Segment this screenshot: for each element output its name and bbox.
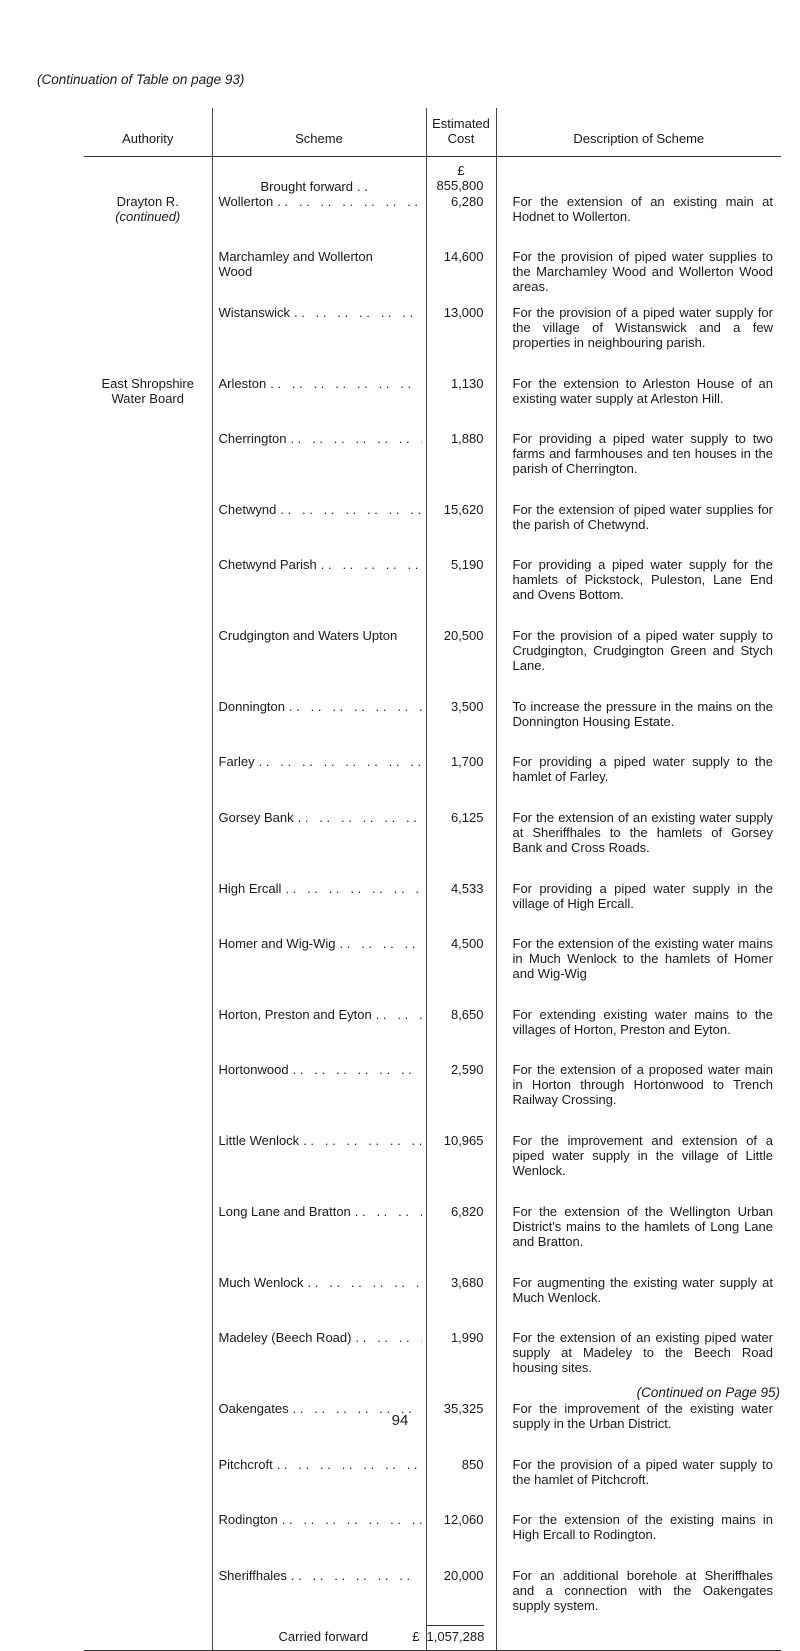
scheme-name: Marchamley and Wollerton Wood [218,249,373,279]
scheme-cell [212,1275,426,1330]
cost-cell [426,1204,496,1275]
cost-cell [426,810,496,881]
cost-value: 14,600 [443,249,484,264]
table-row [84,305,781,376]
cost-cell [426,628,496,699]
scheme-name: Rodington [218,1512,278,1527]
description-cell [496,305,781,376]
authority-name: Drayton R. [116,194,179,209]
leader-dots [278,1512,422,1527]
scheme-cell [212,699,426,754]
authority-cell [84,376,212,431]
scheme-cell [212,1133,426,1204]
cost-value: 1,130 [450,376,484,391]
scheme-cell [212,557,426,628]
scheme-cell [212,881,426,936]
description-cell [496,1204,781,1275]
cost-value: 35,325 [443,1401,484,1416]
cost-cell [426,1512,496,1568]
brought-forward-label: Brought forward [260,179,353,194]
cost-cell [426,1457,496,1512]
authority-cell [84,1275,212,1330]
scheme-cell [212,431,426,502]
leader-dots [299,1133,421,1148]
description-text: For providing a piped water supply for the hamlets of Pickstock, Puleston, Lane End and Ovens Bottom. [512,557,773,602]
cost-cell [426,249,496,305]
cost-value: 15,620 [443,502,484,517]
scheme-cell [212,194,426,249]
header-cost: Estimated Cost [426,108,496,157]
scheme-cell [212,1062,426,1133]
authority-cell [84,1204,212,1275]
authority-cell [84,1133,212,1204]
description-cell [496,1457,781,1512]
cost-cell [426,881,496,936]
leader-dots [255,754,422,769]
description-cell [496,754,781,810]
table-row [84,1007,781,1062]
cost-value: 5,190 [450,557,484,572]
table-row [84,1133,781,1204]
authority-cell [84,810,212,881]
authority-cell [84,881,212,936]
description-cell [496,1275,781,1330]
scheme-name: Wollerton [218,194,274,209]
leader-dots [273,1457,422,1472]
description-text: For the improvement of the existing water supply in the Urban District. [512,1401,773,1431]
header-scheme: Scheme [212,108,426,157]
description-cell [496,249,781,305]
cost-cell [426,1062,496,1133]
description-cell [496,936,781,1007]
leader-dots [290,305,421,320]
description-cell [496,557,781,628]
leader-dots [286,431,421,446]
scheme-name: Gorsey Bank [218,810,294,825]
cost-cell [426,1007,496,1062]
scheme-cell [212,305,426,376]
cost-cell [426,936,496,1007]
leader-dots [304,1275,422,1290]
description-text: For the provision of a piped water supply for the village of Wistanswick and a few properties in neighbouring parish. [512,305,773,350]
leader-dots [273,194,421,209]
cost-value: 2,590 [450,1062,484,1077]
table-row [84,1401,781,1457]
table-row [84,1512,781,1568]
scheme-cell [212,1512,426,1568]
authority-cell [84,1512,212,1568]
description-text: For providing a piped water supply to the hamlet of Farley. [512,754,773,784]
scheme-name: Chetwynd Parish [218,557,317,572]
description-cell [496,699,781,754]
table-row [84,1275,781,1330]
cost-value: 10,965 [443,1133,484,1148]
cost-value: 6,280 [450,194,484,209]
authority-cell [84,628,212,699]
cost-value: 6,125 [450,810,484,825]
cost-value: 4,533 [450,881,484,896]
continuation-note: (Continuation of Table on page 93) [37,72,245,87]
leader-dots [351,1330,421,1345]
cost-value: 850 [461,1457,484,1472]
scheme-name: Much Wenlock [218,1275,304,1290]
description-cell [496,1401,781,1457]
carried-forward-row [84,1622,781,1650]
scheme-name: Oakengates [218,1401,289,1416]
description-cell [496,1007,781,1062]
authority-cell [84,1568,212,1622]
table-row [84,881,781,936]
header-description: Description of Scheme [496,108,781,157]
table-row [84,1568,781,1622]
header-authority: Authority [84,108,212,157]
cost-cell [426,1568,496,1622]
leader-dots [287,1568,422,1583]
description-text: For augmenting the existing water supply at Much Wenlock. [512,1275,773,1305]
description-text: For providing a piped water supply to two farms and farmhouses and ten houses in the parish of Cherrington. [512,431,773,476]
scheme-cell [212,1568,426,1622]
leader-dots [289,1062,422,1077]
scheme-cell [212,1457,426,1512]
cost-value: 6,820 [450,1204,484,1219]
brought-forward-row [84,157,781,195]
description-cell [496,194,781,249]
cost-cell [426,754,496,810]
table-row [84,1457,781,1512]
scheme-name: Cherrington [218,431,287,446]
scheme-name: Homer and Wig-Wig [218,936,336,951]
cost-cell [426,502,496,557]
page-number: 94 [391,1412,409,1429]
cost-value: 12,060 [443,1512,484,1527]
description-cell [496,628,781,699]
authority-cell [84,1401,212,1457]
currency-symbol: £ [457,163,465,178]
scheme-name: Wistanswick [218,305,291,320]
authority-cell [84,936,212,1007]
description-text: For providing a piped water supply in the village of High Ercall. [512,881,773,911]
continued-note: (Continued on Page 95) [636,1385,780,1400]
scheme-name: High Ercall [218,881,282,896]
authority-cell [84,754,212,810]
leader-dots [336,936,422,951]
authority-cell [84,1007,212,1062]
leader-dots [276,502,421,517]
description-text: For the extension of an existing piped water supply at Madeley to the Beech Road housing sites. [512,1330,773,1375]
leader-dots [266,376,421,391]
scheme-name: Chetwynd [218,502,277,517]
scheme-cell [212,1007,426,1062]
cost-value: 3,680 [450,1275,484,1290]
authority-cell [84,699,212,754]
cost-cell [426,1330,496,1401]
table-row [84,936,781,1007]
cost-value: 20,000 [443,1568,484,1583]
authority-cell [84,1062,212,1133]
scheme-name: Long Lane and Bratton [218,1204,351,1219]
description-text: For the provision of a piped water supply to the hamlet of Pitchcroft. [512,1457,773,1487]
leader-dots [372,1007,422,1022]
leader-dots [285,699,422,714]
cost-cell [426,1275,496,1330]
table-header-row [84,108,781,157]
brought-forward-value: 855,800 [436,178,484,193]
scheme-cell [212,1330,426,1401]
authority-cell [84,249,212,305]
description-cell [496,502,781,557]
scheme-cell [212,628,426,699]
cost-value: 1,880 [450,431,484,446]
description-text: For the improvement and extension of a piped water supply in the village of Little Wenlock. [512,1133,773,1178]
description-cell [496,881,781,936]
scheme-name: Horton, Preston and Eyton [218,1007,372,1022]
table-row [84,1204,781,1275]
scheme-name: Pitchcroft [218,1457,273,1472]
authority-cell [84,502,212,557]
scheme-cell [212,249,426,305]
authority-cell [84,431,212,502]
cost-value: 4,500 [450,936,484,951]
description-text: For the extension to Arleston House of an existing water supply at Arleston Hill. [512,376,773,406]
cost-cell [426,1133,496,1204]
description-cell [496,1062,781,1133]
table-row [84,1062,781,1133]
description-cell [496,1512,781,1568]
table-row [84,249,781,305]
scheme-name: Farley [218,754,255,769]
table-row [84,557,781,628]
scheme-cell [212,1204,426,1275]
cost-cell [426,376,496,431]
description-text: To increase the pressure in the mains on the Donnington Housing Estate. [512,699,773,729]
table-row [84,376,781,431]
description-text: For the extension of the existing mains in High Ercall to Rodington. [512,1512,773,1542]
cost-cell [426,431,496,502]
cost-value: 1,700 [450,754,484,769]
authority-cell [84,305,212,376]
cost-value: 1,990 [450,1330,484,1345]
description-cell [496,810,781,881]
scheme-name: Hortonwood [218,1062,289,1077]
description-text: For the extension of the Wellington Urban District's mains to the hamlets of Long Lane and Bratton. [512,1204,773,1249]
cost-value: 8,650 [450,1007,484,1022]
scheme-name: Donnington [218,699,285,714]
description-text: For the extension of an existing water supply at Sheriffhales to the hamlets of Gorsey Bank and Cross Roads. [512,810,773,855]
authority-subline: Water Board [111,391,184,406]
cost-value: 20,500 [443,628,484,643]
scheme-name: Sheriffhales [218,1568,287,1583]
table-row [84,810,781,881]
table-row [84,502,781,557]
table-row [84,628,781,699]
description-text: For the provision of a piped water supply to Crudgington, Crudgington Green and Stych Lane. [512,628,773,673]
authority-name: East Shropshire [101,376,194,391]
description-cell [496,1568,781,1622]
table-row [84,194,781,249]
description-text: For extending existing water mains to the villages of Horton, Preston and Eyton. [512,1007,773,1037]
leader-dots [317,557,422,572]
description-text: For an additional borehole at Sheriffhales and a connection with the Oakengates supply system. [512,1568,773,1613]
table-row [84,431,781,502]
description-text: For the provision of piped water supplies to the Marchamley Wood and Wollerton Wood areas. [512,249,773,294]
scheme-name: Arleston [218,376,267,391]
leader-dots [351,1204,422,1219]
description-cell [496,431,781,502]
scheme-cell [212,502,426,557]
carried-forward-currency: £ [412,1628,420,1644]
cost-cell [426,699,496,754]
cost-cell [426,1401,496,1457]
cost-cell [426,557,496,628]
cost-cell [426,305,496,376]
leader-dots [294,810,422,825]
authority-cell [84,1457,212,1512]
authority-subline: (continued) [115,209,181,224]
authority-cell [84,194,212,249]
scheme-cell [212,1401,426,1457]
leader-dots [281,881,421,896]
cost-value: 13,000 [443,305,484,320]
cost-value: 3,500 [450,699,484,714]
description-text: For the extension of a proposed water main in Horton through Hortonwood to Trench Railway Crossing. [512,1062,773,1107]
scheme-name: Little Wenlock [218,1133,300,1148]
carried-forward-value: 1,057,288 [427,1625,485,1644]
scheme-name: Crudgington and Waters Upton [218,628,398,643]
authority-cell [84,557,212,628]
table-row [84,699,781,754]
scheme-name: Madeley (Beech Road) [218,1330,352,1345]
table-row [84,754,781,810]
description-text: For the extension of the existing water mains in Much Wenlock to the hamlets of Homer and Wig-Wig [512,936,773,981]
cost-cell [426,194,496,249]
scheme-cell [212,754,426,810]
description-text: For the extension of an existing main at Hodnet to Wollerton. [512,194,773,224]
description-cell [496,1133,781,1204]
scheme-cell [212,936,426,1007]
carried-forward-label: Carried forward [278,1628,369,1644]
authority-cell [84,1330,212,1401]
description-cell [496,376,781,431]
scheme-cell [212,810,426,881]
scheme-cell [212,376,426,431]
description-text: For the extension of piped water supplies for the parish of Chetwynd. [512,502,773,532]
